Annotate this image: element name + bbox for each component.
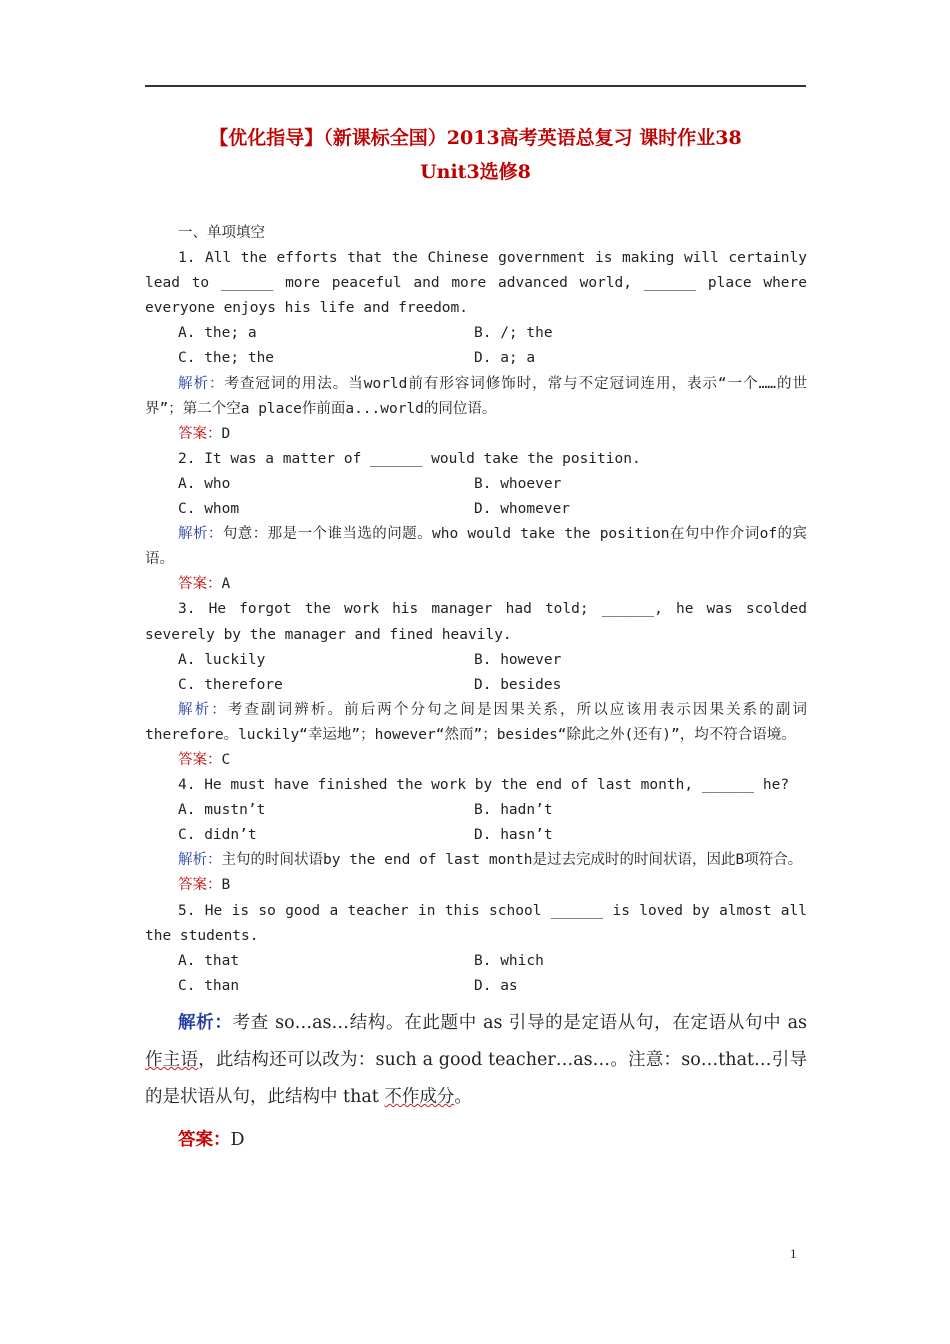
analysis-label: 解析： <box>178 701 228 718</box>
analysis-text: 句意：那是一个谁当选的问题。who would take the position在句中作介词of的宾语。 <box>145 526 807 568</box>
analysis-text-part2: ，此结构还可以改为：such a good teacher…as…。注意：so…that…引导的是状语从句，此结构中 that <box>145 1049 807 1107</box>
answer-value: B <box>221 877 231 894</box>
question-1-stem: 1. All the efforts that the Chinese government is making will certainly lead to ______ more peaceful and more advanced world, ______ place where everyone enjoys his life and freedom. <box>145 250 807 317</box>
option-c: C. therefore <box>178 676 283 693</box>
option-b: B. whoever <box>474 475 562 492</box>
analysis-label: 解析： <box>178 375 225 392</box>
document-title-line1: 【优化指导】（新课标全国）2013高考英语总复习 课时作业38 <box>209 127 742 149</box>
analysis-label: 解析： <box>178 1012 233 1033</box>
question-4-options-ab <box>145 798 807 823</box>
option-b: B. hadn’t <box>474 802 553 819</box>
option-a: A. mustn’t <box>178 802 266 819</box>
option-c: C. didn’t <box>178 827 257 844</box>
analysis-text-underlined-1: 作主语 <box>145 1049 199 1070</box>
exercise-content <box>145 221 807 1159</box>
question-2-stem: 2. It was a matter of ______ would take the position. <box>178 450 641 467</box>
option-d: D. besides <box>474 676 562 693</box>
option-a: A. that <box>178 952 240 969</box>
option-b: B. however <box>474 651 562 668</box>
question-3-stem: 3. He forgot the work his manager had told; ______, he was scolded severely by the manager and fined heavily. <box>145 601 807 643</box>
answer-value: C <box>221 751 231 768</box>
question-3-options-ab <box>145 648 807 673</box>
option-c: C. than <box>178 977 240 994</box>
option-a: A. luckily <box>178 651 266 668</box>
question-5-analysis <box>145 1005 807 1116</box>
question-3-answer <box>145 748 807 773</box>
option-b: B. /; the <box>474 325 553 342</box>
question-5-answer <box>145 1122 807 1159</box>
question-5-options-ab <box>145 949 807 974</box>
option-b: B. which <box>474 952 544 969</box>
question-2-analysis <box>145 522 807 572</box>
answer-label: 答案： <box>178 751 222 768</box>
analysis-text-part3: 。 <box>454 1086 472 1107</box>
answer-label: 答案： <box>178 425 222 442</box>
question-4-stem: 4. He must have finished the work by the end of last month, ______ he? <box>178 777 790 794</box>
question-3-options-cd <box>145 673 807 698</box>
question-1-answer <box>145 422 807 447</box>
option-d: D. as <box>474 977 518 994</box>
question-2-options-ab <box>145 472 807 497</box>
option-d: D. a; a <box>474 350 536 367</box>
option-a: A. the; a <box>178 325 257 342</box>
question-1-analysis <box>145 372 807 422</box>
question-2-answer <box>145 572 807 597</box>
option-c: C. the; the <box>178 350 275 367</box>
question-5-options-cd <box>145 974 807 999</box>
answer-value: D <box>230 1129 245 1150</box>
header-rule <box>145 85 806 87</box>
answer-label: 答案： <box>178 576 222 593</box>
answer-value: D <box>221 425 231 442</box>
document-title-line2: Unit3选修8 <box>420 161 531 183</box>
analysis-text-underlined-2: 不作成分 <box>384 1086 455 1107</box>
answer-label: 答案： <box>178 1129 231 1150</box>
question-5-stem: 5. He is so good a teacher in this school ______ is loved by almost all the students. <box>145 902 807 944</box>
section-title: 一、单项填空 <box>178 225 265 241</box>
option-c: C. whom <box>178 501 240 518</box>
analysis-label: 解析： <box>178 852 222 869</box>
answer-label: 答案： <box>178 877 222 894</box>
question-4-options-cd <box>145 823 807 848</box>
question-1-options-ab <box>145 321 807 346</box>
option-a: A. who <box>178 475 231 492</box>
analysis-text: 主句的时间状语by the end of last month是过去完成时的时间状语，因此B项符合。 <box>221 852 803 869</box>
question-4-analysis <box>145 848 807 873</box>
page-number: 1 <box>790 1246 797 1261</box>
option-d: D. hasn’t <box>474 827 553 844</box>
option-d: D. whomever <box>474 501 571 518</box>
analysis-label: 解析： <box>178 526 223 543</box>
analysis-text-part1: 考查 so…as…结构。在此题中 as 引导的是定语从句，在定语从句中 as <box>232 1012 807 1033</box>
question-1-options-cd <box>145 346 807 371</box>
answer-value: A <box>221 576 231 593</box>
question-2-options-cd <box>145 497 807 522</box>
analysis-text: 考查副词辨析。前后两个分句之间是因果关系，所以应该用表示因果关系的副词therefore。luckily“幸运地”；however“然而”；besides“除此之外(还有)”，均不符合语境。 <box>145 701 808 743</box>
question-3-analysis <box>145 698 807 748</box>
analysis-text: 考查冠词的用法。当world前有形容词修饰时，常与不定冠词连用，表示“一个……的世界”；第二个空a place作前面a...world的同位语。 <box>145 375 807 417</box>
question-4-answer <box>145 873 807 898</box>
